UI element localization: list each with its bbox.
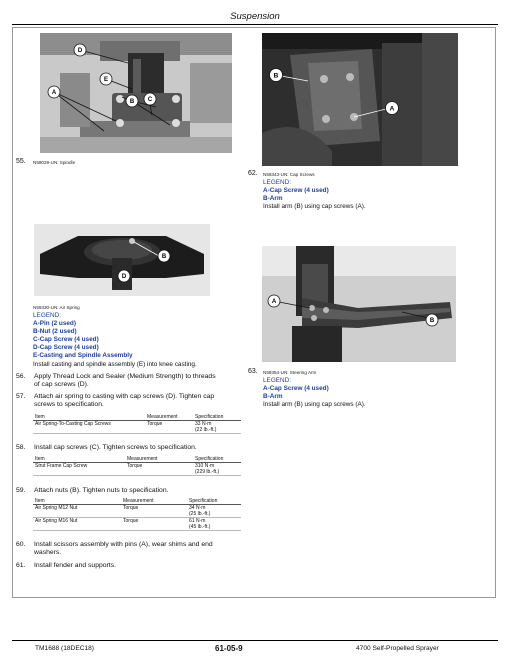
- callout-label: A: [51, 90, 57, 97]
- figure-caption: N59330-UN: Air Spring: [33, 305, 80, 310]
- figure-caption: N59343-UN: Cap Screws: [263, 172, 315, 177]
- callout-label: E: [103, 77, 109, 84]
- step-56: 56. Apply Thread Lock and Sealer (Medium Strength) to threads of cap screws (D).: [16, 373, 216, 389]
- callout-label: B: [161, 254, 167, 261]
- callout-label: B: [129, 99, 135, 106]
- legend-item: A-Pin (2 used): [33, 320, 76, 328]
- legend-heading: LEGEND:: [263, 179, 292, 186]
- header-rule: [12, 24, 498, 25]
- legend-item: D-Cap Screw (4 used): [33, 344, 99, 352]
- legend-steering-arm: [263, 377, 366, 409]
- figure-number: 55.: [16, 158, 26, 165]
- spec-table: Item Measurement Specification Air Spring-To-Casting Cap Screws Torque 33 N·m (22 lb.-ft.): [33, 414, 241, 434]
- figure-caption: N59029-UN: Spindle: [33, 160, 76, 165]
- arm-photo: [262, 33, 458, 166]
- step-57: 57. Attach air spring to casting with cap screws (D). Tighten cap screws to specification.: [16, 393, 215, 409]
- legend-item: B-Nut (2 used): [33, 328, 77, 336]
- legend-arm: [263, 179, 366, 211]
- legend-heading: LEGEND:: [33, 312, 62, 319]
- table-row: Air Spring M16 Nut Torque 61 N·m (45 lb.-ft.): [33, 518, 241, 531]
- legend-item: A-Cap Screw (4 used): [263, 385, 329, 393]
- instruction-text: Install arm (B) using cap screws (A).: [263, 203, 366, 211]
- spec-table: Item Measurement Specification Strut Frame Cap Screw Torque 310 N·m (229 lb.-ft.): [33, 456, 241, 476]
- legend-heading: LEGEND:: [263, 377, 292, 384]
- page-section-title: Suspension: [230, 11, 280, 22]
- spec-table: Item Measurement Specification Air Spring M12 Nut Torque 34 N·m (25 lb.-ft.) Air Spring M16 Nut Torque 61 N·m (45 lb.-ft.): [33, 498, 241, 531]
- page-number: 61-05-9: [215, 644, 243, 653]
- table-row: Air Spring M12 Nut Torque 34 N·m (25 lb.-ft.): [33, 505, 241, 518]
- instruction-text: Install arm (B) using cap screws (A).: [263, 401, 366, 409]
- spindle-photo: [40, 33, 232, 153]
- footer-document-id: TM1688 (18DEC18): [35, 645, 95, 652]
- callout-label: A: [389, 105, 395, 113]
- legend-item: B-Arm: [263, 393, 283, 401]
- step-61: 61. Install fender and supports.: [16, 562, 116, 569]
- legend-item: B-Arm: [263, 195, 283, 203]
- instruction-text: Install casting and spindle assembly (E) into knee casting.: [33, 360, 197, 368]
- steering-arm-photo: [262, 246, 456, 362]
- footer-product-name: 4700 Self-Propelled Sprayer: [356, 645, 439, 652]
- air-spring-photo: [34, 218, 210, 300]
- step-60: 60. Install scissors assembly with pins (A), wear shims and end washers.: [16, 541, 213, 557]
- callout-label: C: [147, 97, 153, 104]
- step-59: 59. Attach nuts (B). Tighten nuts to specification.: [16, 487, 169, 494]
- callout-label: B: [273, 72, 279, 80]
- step-58: 58. Install cap screws (C). Tighten screws to specification.: [16, 444, 197, 451]
- table-row: Air Spring-To-Casting Cap Screws Torque 33 N·m (22 lb.-ft.): [33, 421, 241, 434]
- legend-air-spring: [33, 312, 197, 369]
- figure-number: 62.: [248, 170, 258, 177]
- callout-label: B: [429, 318, 435, 325]
- table-row: Strut Frame Cap Screw Torque 310 N·m (229 lb.-ft.): [33, 463, 241, 476]
- figure-number: 63.: [248, 368, 258, 375]
- legend-item: A-Cap Screw (4 used): [263, 187, 329, 195]
- footer-rule: [12, 640, 498, 641]
- callout-label: D: [121, 274, 127, 281]
- callout-label: D: [77, 48, 83, 55]
- legend-item: E-Casting and Spindle Assembly: [33, 352, 133, 360]
- legend-item: C-Cap Screw (4 used): [33, 336, 99, 344]
- figure-caption: N59354-UN: Steering Arm: [263, 370, 317, 375]
- callout-label: A: [271, 299, 277, 306]
